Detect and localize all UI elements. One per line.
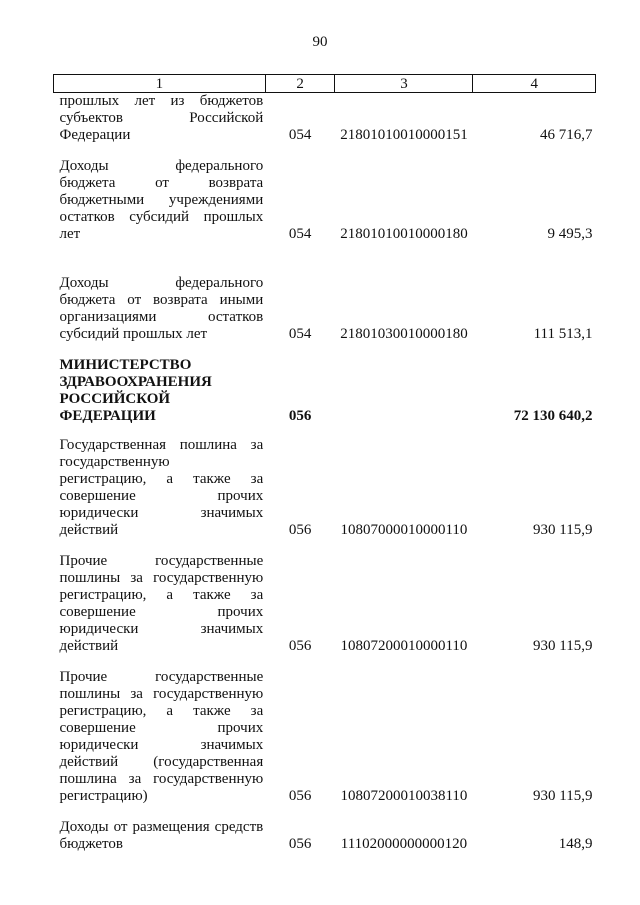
admin-code: 056 [288, 788, 312, 804]
row-description [54, 343, 266, 425]
description-line: Доходы от размещения средств [59, 819, 264, 835]
budget-classification-code: 10807200010000110 [340, 638, 468, 654]
amount-value: 72 130 640,2 [513, 408, 593, 424]
column-header-1: 1 [54, 75, 266, 93]
column-header-4: 4 [473, 75, 596, 93]
description-line: Государственная пошлина за [59, 437, 264, 453]
budget-classification-code: 21801010010000151 [340, 127, 468, 143]
admin-code: 054 [288, 127, 312, 143]
row-description [54, 539, 266, 655]
description-line: пошлины за государственную [59, 570, 264, 586]
row-description [54, 93, 266, 145]
admin-code: 056 [288, 836, 312, 852]
budget-classification-code: 10807000010000110 [340, 522, 468, 538]
description-line: ЗДРАВООХРАНЕНИЯ [59, 374, 212, 390]
amount-value: 9 495,3 [547, 226, 593, 242]
description-line: юридически значимых [59, 621, 264, 637]
description-line: организациями остатков [59, 309, 264, 325]
budget-classification-code: 21801010010000180 [340, 226, 468, 242]
amount-value: 930 115,9 [533, 638, 593, 654]
row-description [54, 805, 266, 853]
description-line: Доходы федерального [59, 158, 264, 174]
table-row [54, 539, 596, 655]
table-row [54, 805, 596, 853]
description-line: совершение прочих [59, 604, 264, 620]
table-row [54, 144, 596, 243]
description-line: РОССИЙСКОЙ ФЕДЕРАЦИИ [59, 391, 171, 424]
column-header-3: 3 [335, 75, 473, 93]
description-line: государственную [59, 454, 170, 470]
description-line: прошлых лет из бюджетов [59, 93, 264, 109]
budget-table [53, 74, 596, 853]
admin-code: 056 [288, 638, 312, 654]
description-line: регистрацию, а также за [59, 471, 264, 487]
amount-value: 930 115,9 [533, 788, 593, 804]
budget-classification-code: 21801030010000180 [340, 326, 468, 342]
description-line: Прочие государственные [59, 669, 264, 685]
table-row [54, 425, 596, 539]
amount-value: 46 716,7 [540, 127, 593, 143]
row-description [54, 425, 266, 539]
description-line: действий [59, 638, 119, 654]
page-number: 90 [312, 34, 328, 50]
description-line: регистрацию, а также за [59, 703, 264, 719]
description-line: остатков субсидий прошлых [59, 209, 264, 225]
description-line: Доходы федерального [59, 275, 264, 291]
description-line: пошлины за государственную [59, 686, 264, 702]
description-line: совершение прочих [59, 720, 264, 736]
description-line: МИНИСТЕРСТВО [59, 357, 192, 373]
description-line: регистрацию) [59, 788, 148, 804]
table-row [54, 243, 596, 343]
budget-classification-code [335, 343, 473, 425]
description-line: лет [59, 226, 81, 242]
description-line: юридически значимых [59, 505, 264, 521]
description-line: бюджетными учреждениями [59, 192, 264, 208]
row-description [54, 144, 266, 243]
description-line: субъектов Российской [59, 110, 264, 126]
table-row [54, 655, 596, 805]
description-line: бюджетов [59, 836, 123, 852]
description-line: действий [59, 522, 119, 538]
amount-value: 930 115,9 [533, 522, 593, 538]
amount-value: 111 513,1 [533, 326, 593, 342]
description-line: пошлина за государственную [59, 771, 264, 787]
description-line: совершение прочих [59, 488, 264, 504]
admin-code: 056 [288, 408, 312, 424]
description-line: бюджета от возврата иными [59, 292, 264, 308]
table-row [54, 343, 596, 425]
row-description [54, 243, 266, 343]
table-header-row [54, 75, 596, 93]
description-line: действий (государственная [59, 754, 264, 770]
description-line: регистрацию, а также за [59, 587, 264, 603]
row-description [54, 655, 266, 805]
description-line: Федерации [59, 127, 131, 143]
column-header-2: 2 [265, 75, 335, 93]
description-line: бюджета от возврата [59, 175, 264, 191]
admin-code: 054 [288, 226, 312, 242]
description-line: Прочие государственные [59, 553, 264, 569]
description-line: субсидий прошлых лет [59, 326, 208, 342]
admin-code: 056 [288, 522, 312, 538]
table-body [54, 93, 596, 854]
description-line: юридически значимых [59, 737, 264, 753]
admin-code: 054 [288, 326, 312, 342]
amount-value: 148,9 [558, 836, 593, 852]
budget-classification-code: 11102000000000120 [340, 836, 468, 852]
table-row [54, 93, 596, 145]
budget-classification-code: 10807200010038110 [340, 788, 468, 804]
